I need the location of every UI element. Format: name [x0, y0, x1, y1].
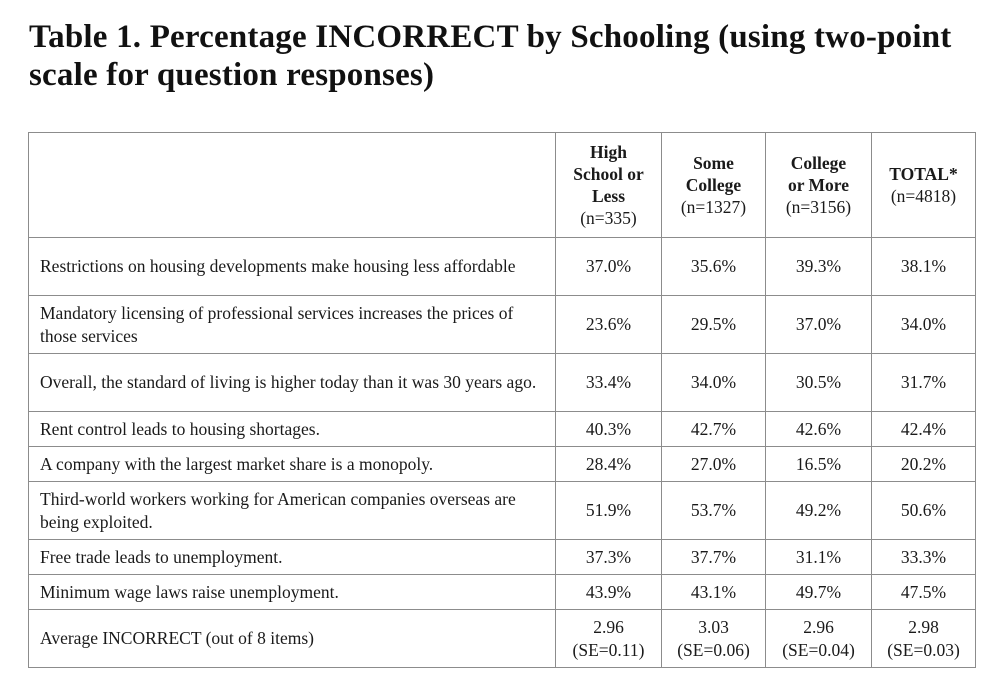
value-cell: 35.6% [662, 238, 766, 296]
value-cell: 49.7% [766, 575, 872, 610]
column-sample-size: (n=3156) [785, 197, 852, 217]
header-empty-cell [29, 133, 556, 238]
average-label-cell: Average INCORRECT (out of 8 items) [29, 610, 556, 668]
average-mean: 2.98 [908, 616, 939, 637]
page-title: Table 1. Percentage INCORRECT by Schooling (using two-point scale for question responses) [29, 19, 952, 93]
average-mean: 2.96 [803, 616, 834, 637]
value-cell: 33.3% [872, 540, 976, 575]
value-cell: 29.5% [662, 296, 766, 354]
column-header-college-or-more [766, 133, 872, 238]
question-cell: Free trade leads to unemployment. [29, 540, 556, 575]
header-row [29, 133, 976, 238]
average-mean: 3.03 [698, 616, 729, 637]
value-cell: 43.9% [556, 575, 662, 610]
column-header-total [872, 133, 976, 238]
table-row [29, 412, 976, 447]
value-cell: 37.7% [662, 540, 766, 575]
value-cell: 42.7% [662, 412, 766, 447]
value-cell: 38.1% [872, 238, 976, 296]
average-value-cell [766, 610, 872, 668]
column-name-line: or More [787, 175, 850, 195]
table-row [29, 575, 976, 610]
average-row [29, 610, 976, 668]
value-cell: 50.6% [872, 482, 976, 540]
average-mean: 2.96 [593, 616, 624, 637]
question-cell: Rent control leads to housing shortages. [29, 412, 556, 447]
results-table [28, 132, 976, 668]
value-cell: 33.4% [556, 354, 662, 412]
column-name-line: College [685, 175, 742, 195]
question-cell: Overall, the standard of living is higher today than it was 30 years ago. [29, 354, 556, 412]
value-cell: 37.3% [556, 540, 662, 575]
value-cell: 39.3% [766, 238, 872, 296]
question-cell: Third-world workers working for American companies overseas are being exploited. [29, 482, 556, 540]
value-cell: 42.4% [872, 412, 976, 447]
question-cell: A company with the largest market share is a monopoly. [29, 447, 556, 482]
average-se: (SE=0.04) [782, 639, 855, 660]
value-cell: 37.0% [556, 238, 662, 296]
table-row [29, 238, 976, 296]
value-cell: 27.0% [662, 447, 766, 482]
column-name-line: School or [573, 164, 644, 184]
average-value-cell [556, 610, 662, 668]
value-cell: 42.6% [766, 412, 872, 447]
average-se: (SE=0.03) [887, 639, 960, 660]
value-cell: 20.2% [872, 447, 976, 482]
column-sample-size: (n=1327) [680, 197, 747, 217]
column-header-high-school [556, 133, 662, 238]
value-cell: 43.1% [662, 575, 766, 610]
question-cell: Mandatory licensing of professional services increases the prices of those services [29, 296, 556, 354]
value-cell: 23.6% [556, 296, 662, 354]
value-cell: 47.5% [872, 575, 976, 610]
value-cell: 31.1% [766, 540, 872, 575]
average-value-cell [872, 610, 976, 668]
value-cell: 49.2% [766, 482, 872, 540]
average-se: (SE=0.06) [677, 639, 750, 660]
value-cell: 40.3% [556, 412, 662, 447]
table-row [29, 354, 976, 412]
column-name-line: High [590, 142, 627, 162]
value-cell: 37.0% [766, 296, 872, 354]
table-row [29, 540, 976, 575]
results-table-container [28, 132, 975, 668]
table-row [29, 296, 976, 354]
column-name-line: College [790, 153, 847, 173]
column-name-line: TOTAL* [889, 164, 958, 184]
value-cell: 34.0% [872, 296, 976, 354]
value-cell: 30.5% [766, 354, 872, 412]
value-cell: 53.7% [662, 482, 766, 540]
value-cell: 16.5% [766, 447, 872, 482]
column-name-line: Some [693, 153, 734, 173]
column-header-some-college [662, 133, 766, 238]
column-sample-size: (n=4818) [890, 186, 957, 206]
table-row [29, 447, 976, 482]
column-name-line: Less [591, 186, 626, 206]
average-value-cell [662, 610, 766, 668]
column-sample-size: (n=335) [580, 208, 637, 228]
average-se: (SE=0.11) [572, 639, 645, 660]
value-cell: 28.4% [556, 447, 662, 482]
question-cell: Minimum wage laws raise unemployment. [29, 575, 556, 610]
value-cell: 51.9% [556, 482, 662, 540]
value-cell: 31.7% [872, 354, 976, 412]
value-cell: 34.0% [662, 354, 766, 412]
table-row [29, 482, 976, 540]
question-cell: Restrictions on housing developments make housing less affordable [29, 238, 556, 296]
